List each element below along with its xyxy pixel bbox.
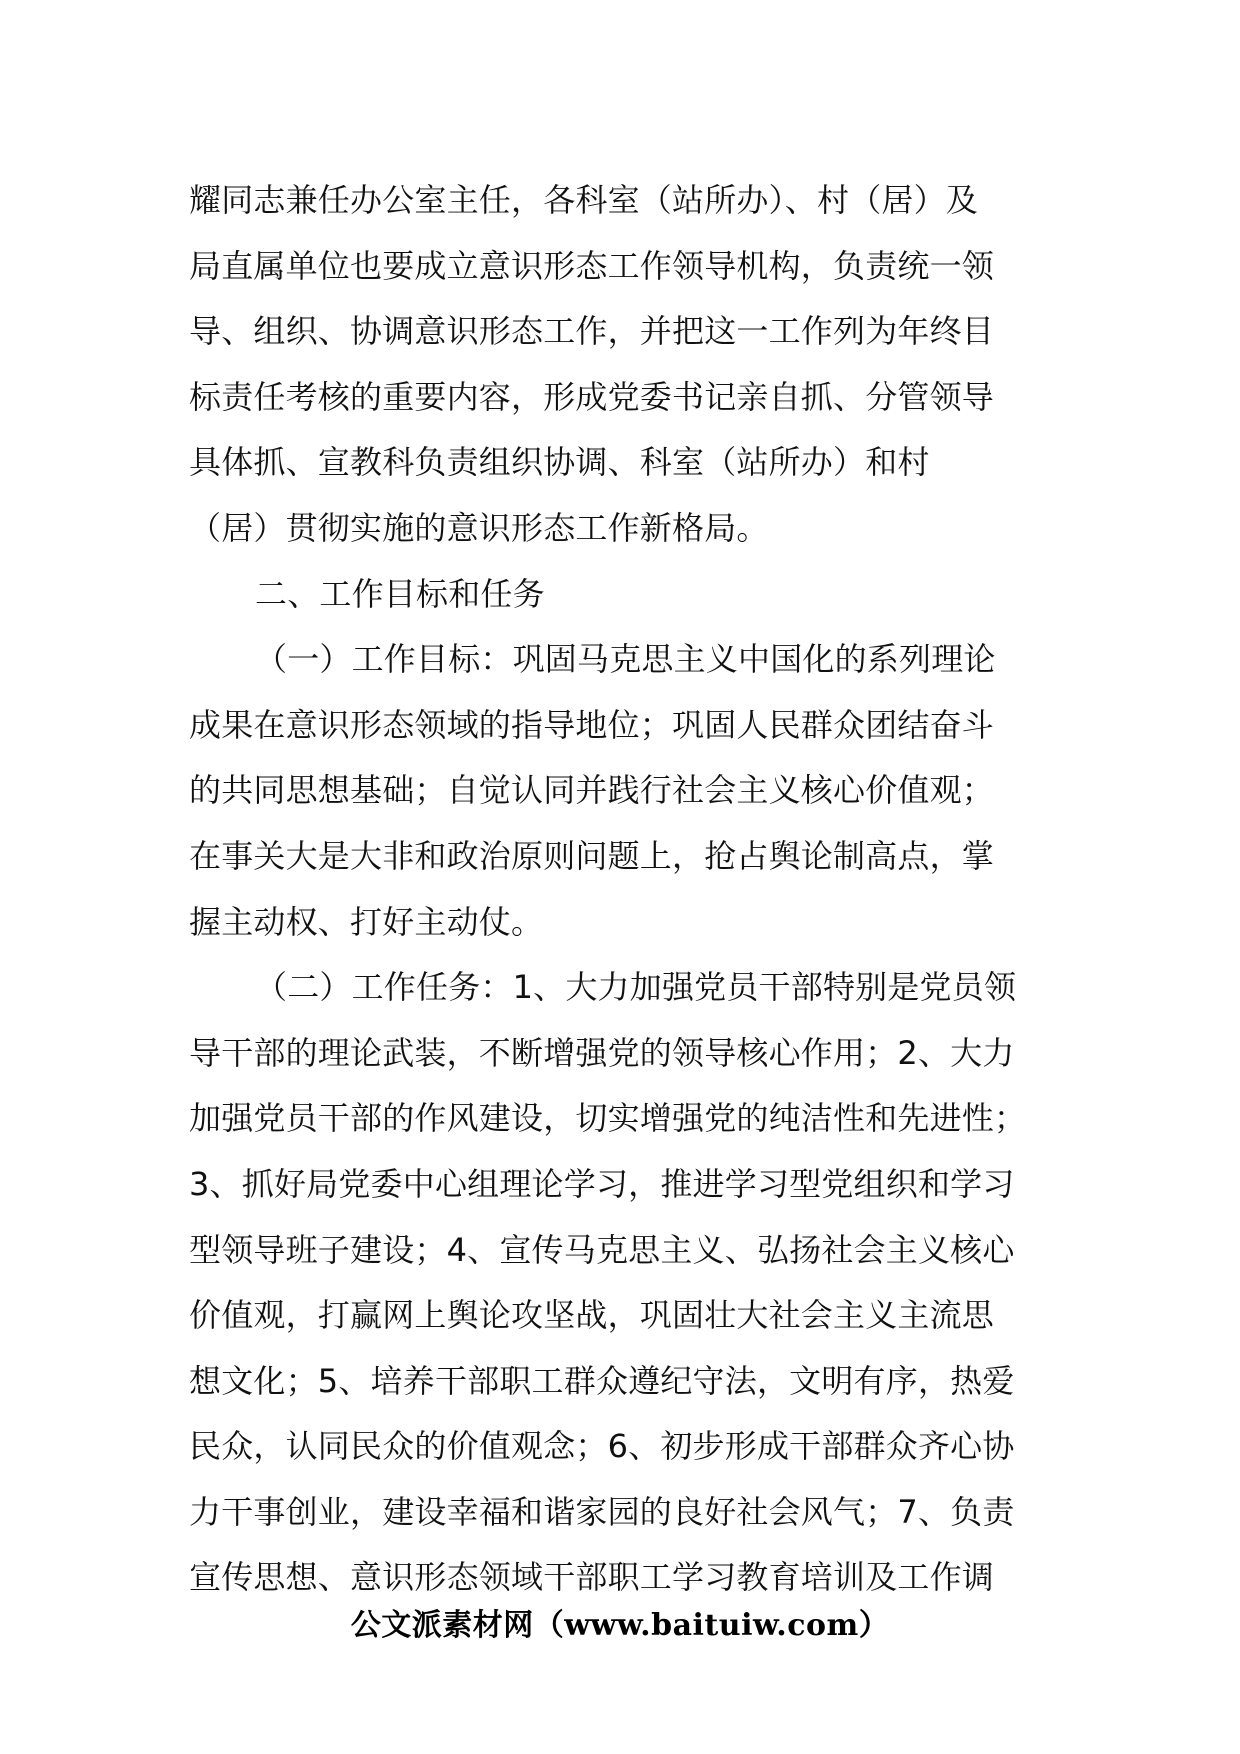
text-line: 的共同思想基础；自觉认同并践行社会主义核心价值观；: [189, 771, 995, 810]
text-line: 宣传思想、意识形态领域干部职工学习教育培训及工作调: [189, 1558, 995, 1597]
text-line: 局直属单位也要成立意识形态工作领导机构，负责统一领: [189, 246, 995, 285]
text-line: 标责任考核的重要内容，形成党委书记亲自抓、分管领导: [189, 377, 995, 416]
text-line: 耀同志兼任办公室主任，各科室（站所办）、村（居）及: [189, 181, 979, 219]
text-line: 在事关大是大非和政治原则问题上，抢占舆论制高点，掌: [189, 836, 995, 875]
text-line: 民众，认同民众的价值观念；6、初步形成干部群众齐心协: [189, 1427, 1015, 1466]
text-line: 成果在意识形态领域的指导地位；巩固人民群众团结奋斗: [189, 705, 995, 744]
text-line: 想文化；5、培养干部职工群众遵纪守法，文明有序，热爱: [189, 1361, 1015, 1400]
text-line: 加强党员干部的作风建设，切实增强党的纯洁性和先进性；: [189, 1099, 1027, 1138]
section-heading: 二、工作目标和任务: [255, 574, 545, 613]
document-body: [189, 168, 1069, 1611]
paragraph-start: （一）工作目标：巩固马克思主义中国化的系列理论: [255, 640, 996, 679]
text-line: 具体抓、宣教科负责组织协调、科室（站所办）和村: [189, 443, 930, 482]
text-line: 型领导班子建设；4、宣传马克思主义、弘扬社会主义核心: [189, 1230, 1015, 1269]
text-line: 导干部的理论武装，不断增强党的领导核心作用；2、大力: [189, 1033, 1015, 1072]
text-line: 握主动权、打好主动仗。: [189, 902, 544, 941]
footer-watermark: 公文派素材网（www.baituiw.com）: [350, 1608, 890, 1643]
paragraph-start: （二）工作任务：1、大力加强党员干部特别是党员领: [255, 968, 1017, 1007]
text-line: 价值观，打赢网上舆论攻坚战，巩固壮大社会主义主流思: [189, 1296, 995, 1335]
text-line: 3、抓好局党委中心组理论学习，推进学习型党组织和学习: [189, 1164, 1015, 1203]
text-line: 导、组织、协调意识形态工作，并把这一工作列为年终目: [189, 312, 995, 351]
text-line: （居）贯彻实施的意识形态工作新格局。: [189, 508, 769, 547]
text-line: 力干事创业，建设幸福和谐家园的良好社会风气；7、负责: [189, 1492, 1015, 1531]
